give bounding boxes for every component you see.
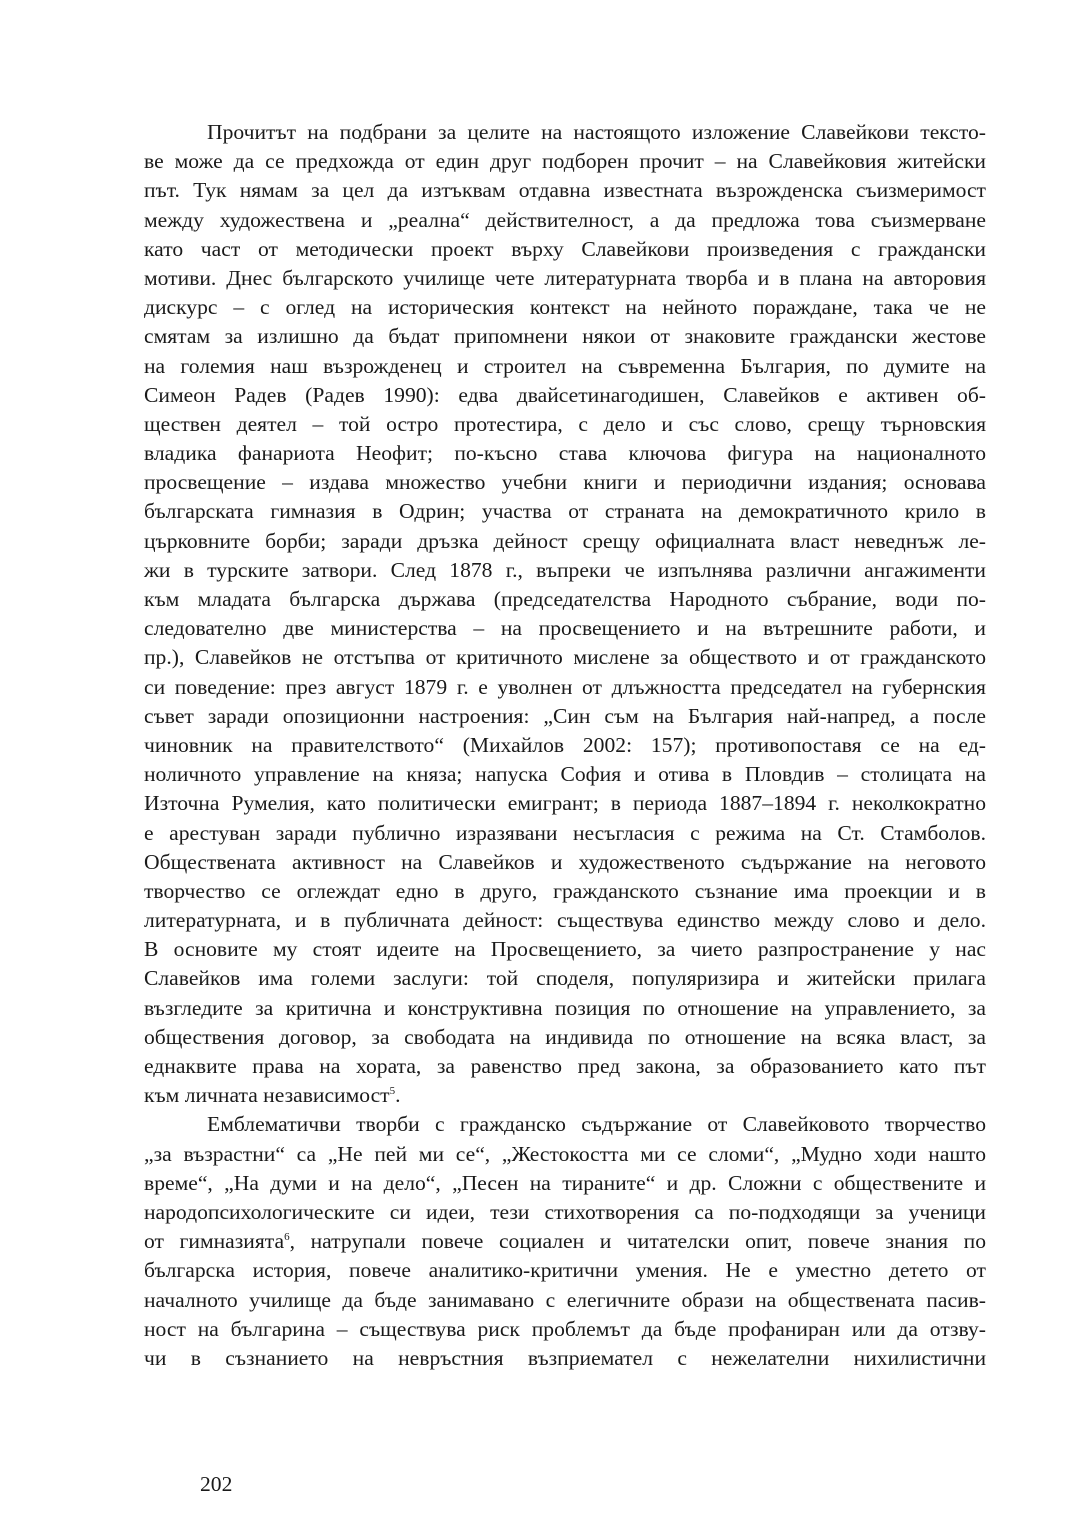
text-line-14: българската гимназия в Одрин; участва от страната на демократичното крило в xyxy=(144,499,986,524)
text-line-4: между художествена и „реална“ действителност, а да предложа това съизмерване xyxy=(144,207,986,232)
text-line-2: ве може да се предхожда от един друг подборен прочит – на Славейковия житейски xyxy=(144,149,986,174)
text-line-35: Емблематичви творби с гражданско съдържание от Славейковото творчество xyxy=(207,1112,986,1137)
text-line-31: възгледите за критична и конструктивна позиция по отношение на управлението, за xyxy=(144,995,986,1020)
text-line-39 xyxy=(144,1227,986,1256)
text-line-12: владика фанариота Неофит; по-късно става ключова фигура на националното xyxy=(144,441,986,466)
text-line-16: жи в турските затвори. След 1878 г., въпреки че изпълнява различни ангажименти xyxy=(144,557,986,582)
page-number: 202 xyxy=(200,1472,233,1496)
text-line-39-tail: , натрупали повече социален и читателски опит, повече знания по xyxy=(289,1229,986,1254)
text-line-17: към младата българска държава (председателства Народното събрание, води по- xyxy=(144,587,986,611)
text-line-38: народопсихологическите си идеи, тези стихотворения са по-подходящи за ученици xyxy=(144,1199,986,1224)
text-line-10: Симеон Радев (Радев 1990): едва двайсетинагодишен, Славейков е активен об- xyxy=(144,382,986,407)
text-line-34-main: към личната независимост xyxy=(144,1083,390,1108)
text-line-34-tail: . xyxy=(395,1083,401,1108)
text-line-9: на големия наш възрожденец и строител на съвременна България, по думите на xyxy=(144,353,986,378)
text-line-39-head: от гимназията xyxy=(144,1229,285,1254)
text-line-37: време“, „На думи и на дело“, „Песен на тираните“ и др. Сложни с обществените и xyxy=(144,1170,986,1195)
text-line-13: просвещение – издава множество учебни книги и периодични издания; основава xyxy=(144,470,986,495)
text-line-32: обществения договор, за свободата на индивида по отношение на всяка власт, за xyxy=(144,1024,986,1049)
text-line-20: си поведение: през август 1879 г. е уволнен от длъжността председател на губернския xyxy=(144,674,986,699)
text-line-5: като част от методически проект върху Славейкови произведения с граждански xyxy=(144,236,986,261)
text-line-23: ноличното управление на княза; напуска София и отива в Пловдив – столицата на xyxy=(144,762,986,787)
text-line-18: следователно две министерства – на просвещението и на вътрешните работи, и xyxy=(144,616,986,641)
text-line-27: творчество се оглеждат едно в друго, гражданското съзнание има проекции и в xyxy=(144,878,986,903)
text-line-40: българска история, повече аналитико-критични умения. Не е уместно детето от xyxy=(144,1258,986,1283)
text-line-3: път. Тук нямам за цел да изтъквам отдавна известната възрожденска съизмеримост xyxy=(144,178,986,203)
text-line-30: Славейков има големи заслуги: той споделя, популяризира и житейски прилага xyxy=(144,966,986,991)
text-line-11: ществен деятел – той остро протестира, с дело и със слово, срещу търновския xyxy=(144,411,986,436)
text-line-29: В основите му стоят идеите на Просвещението, за чието разпространение у нас xyxy=(144,937,986,962)
body-text xyxy=(144,118,986,1373)
text-line-19: пр.), Славейков не отстъпва от критичното мислене за обществото и от гражданското xyxy=(144,645,986,670)
text-line-22: чиновник на правителството“ (Михайлов 2002: 157); противопоставя се на ед- xyxy=(144,732,986,757)
text-line-26: Обществената активност на Славейков и художественото съдържание на неговото xyxy=(144,849,986,874)
text-line-1: Прочитът на подбрани за целите на настоящото изложение Славейкови тексто- xyxy=(207,120,986,144)
text-line-42: ност на българина – съществува риск проблемът да бъде профаниран или да отзву- xyxy=(144,1316,986,1341)
text-line-25: е арестуван заради публично изразявани несъгласия с режима на Ст. Стамболов. xyxy=(144,820,986,845)
text-line-41: началното училище да бъде занимавано с елегичните образи на обществената пасив- xyxy=(144,1287,986,1312)
text-line-36: „за възрастни“ са „Не пей ми се“, „Жестокостта ми се сломи“, „Мудно ходи нашто xyxy=(144,1141,986,1166)
text-line-15: църковните борби; заради дръзка дейност срещу официалната власт неведнъж ле- xyxy=(144,528,986,553)
footnote-ref-6[interactable]: 6 xyxy=(284,1231,290,1244)
text-line-33: еднаквите права на хората, за равенство пред закона, за образованието като път xyxy=(144,1054,986,1078)
footnote-ref-5[interactable]: 5 xyxy=(389,1085,396,1098)
text-line-43: чи в съзнанието на невръстния възприемател с нежелателни нихилистични xyxy=(144,1345,986,1370)
text-line-28: литературната, и в публичната дейност: съществува единство между слово и дело. xyxy=(144,908,986,933)
text-line-6: мотиви. Днес българското училище чете литературната творба и в плана на авторовия xyxy=(144,265,986,290)
text-line-24: Източна Румелия, като политически емигрант; в периода 1887–1894 г. неколкократно xyxy=(144,791,986,816)
text-line-7: дискурс – с оглед на историческия контекст на нейното пораждане, така че не xyxy=(144,295,986,320)
text-line-21: съвет заради опозиционни настроения: „Син съм на България най-напред, а после xyxy=(144,703,986,728)
text-line-34 xyxy=(144,1081,986,1110)
text-line-8: смятам за излишно да бъдат припомнени някои от знаковите граждански жестове xyxy=(144,324,986,349)
